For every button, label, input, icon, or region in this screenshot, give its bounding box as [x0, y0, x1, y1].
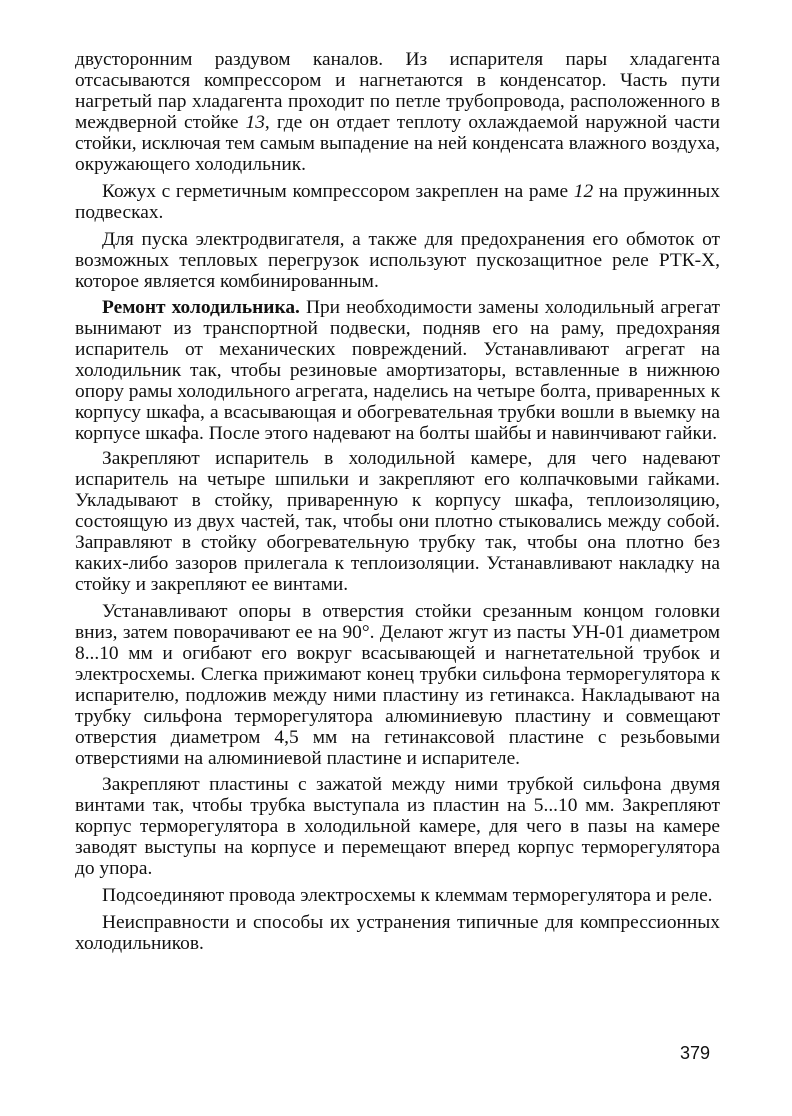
paragraph-2-text-a: Кожух с герметичным компрессором закреплен на раме — [102, 180, 574, 202]
paragraph-1 — [75, 50, 720, 176]
paragraph-2 — [75, 182, 720, 224]
paragraph-2-text-b: на пружинных подвесках. — [75, 180, 721, 223]
section-heading: Ремонт холодильника. — [102, 297, 300, 319]
paragraph-3: Для пуска электродвигателя, а также для предохранения его обмоток от возможных тепловых перегрузок используют пускозащитное реле РТК-Х, которое является комбинированным. — [75, 228, 720, 292]
figure-ref-12: 12 — [573, 180, 594, 202]
page-body — [75, 50, 720, 961]
paragraph-6: Устанавливают опоры в отверстия стойки срезанным концом головки вниз, затем поворачивают ее на 90°. Делают жгут из пасты УН-01 диаметром 8...10 мм и огибают его вокруг всасывающей и нагнетательной трубок и электросхемы. Слегка прижимают конец трубки сильфона терморегулятора к испарителю, подложив между ними пластину из гетинакса. Накладывают на трубку сильфона терморегулятора алюминиевую пластину и совмещают отверстия диаметром 4,5 мм на гетинаксовой пластине с резьбовыми отверстиями на алюминиевой пластине и испарителе. — [75, 600, 720, 769]
paragraph-7: Закрепляют пластины с зажатой между ними трубкой сильфона двумя винтами так, чтобы трубка выступала из пластин на 5...10 мм. Закрепляют корпус терморегулятора в холодильной камере, для чего в пазы на камере заводят выступы на корпусе и перемещают вперед корпус терморегулятора до упора. — [75, 774, 720, 880]
paragraph-9: Неисправности и способы их устранения типичные для компрессионных холодильников. — [75, 912, 720, 955]
page-number: 379 — [680, 1043, 711, 1063]
paragraph-8: Подсоединяют провода электросхемы к клеммам терморегулятора и реле. — [102, 885, 713, 907]
paragraph-5: Закрепляют испаритель в холодильной камере, для чего надевают испаритель на четыре шпильки и закрепляют его колпачковыми гайками. Укладывают в стойку, приваренную к корпусу шкафа, теплоизоляцию, состоящую из двух частей, так, чтобы они плотно стыковались между собой. Заправляют в стойку обогревательную трубку так, чтобы она плотно без каких-либо зазоров прилегала к теплоизоляции. Устанавливают накладку на стойку и закрепляют ее винтами. — [75, 448, 720, 595]
paragraph-4-text: При необходимости замены холодильный агрегат вынимают из транспортной подвески, подняв его на раму, предохраняя испаритель от механических повреждений. Устанавливают агрегат на холодильник так, чтобы резиновые амортизаторы, вставленные в нижнюю опору рамы холодильного агрегата, наделись на четыре болта, приваренных к корпусу шкафа, а всасывающая и обогревательная трубки вошли в выемку на корпусе шкафа. После этого надевают на болты шайбы и навинчивают гайки. — [75, 297, 720, 445]
figure-ref-13: 13 — [245, 111, 265, 133]
paragraph-1-text-b: , где он отдает теплоту охлаждаемой наружной части стойки, исключая тем самым выпадение на ней конденсата влажного воздуха, окружающего холодильник. — [75, 111, 720, 175]
paragraph-1-text-a: двусторонним раздувом каналов. Из испарителя пары хладагента отсасываются компрессором и нагнетаются в конденсатор. Часть пути нагретый пар хладагента проходит по петле трубопровода, расположенного в междверной стойке — [75, 49, 720, 133]
paragraph-4 — [75, 298, 720, 445]
